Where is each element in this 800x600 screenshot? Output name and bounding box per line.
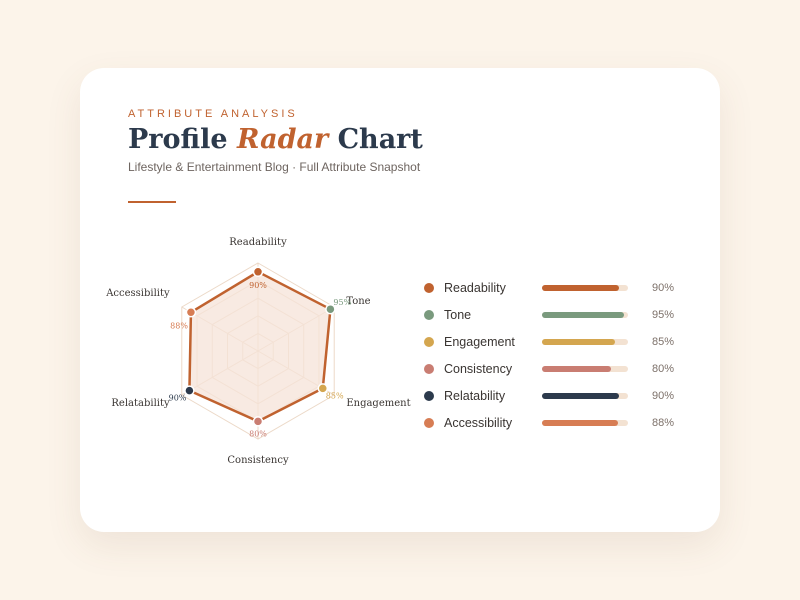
axis-label: Readability (229, 237, 287, 248)
legend-value: 95% (651, 308, 674, 321)
legend-dot-icon (424, 364, 434, 374)
legend-value: 85% (651, 335, 674, 348)
eyebrow-label: ATTRIBUTE ANALYSIS (128, 108, 298, 120)
axis-label: Consistency (227, 455, 289, 466)
data-point (254, 417, 263, 426)
legend-label: Tone (444, 307, 472, 322)
title-accent: Radar (237, 124, 329, 155)
legend-bar-track (542, 393, 628, 399)
legend-label: Consistency (444, 361, 513, 376)
legend-value: 90% (651, 281, 674, 294)
legend-bar-fill (542, 312, 624, 318)
value-label: 90% (168, 393, 187, 403)
legend-label: Readability (444, 280, 506, 295)
value-label: 88% (170, 321, 188, 331)
value-label: 80% (249, 429, 267, 439)
data-point (186, 308, 195, 317)
legend-dot-icon (424, 418, 434, 428)
card (80, 68, 720, 532)
legend-row (424, 382, 674, 409)
legend-bar-fill (542, 339, 615, 345)
legend (424, 274, 674, 436)
legend-bar-fill (542, 285, 619, 291)
legend-bar-track (542, 312, 628, 318)
legend-bar-track (542, 420, 628, 426)
radar-chart (106, 232, 411, 482)
legend-bar-track (542, 285, 628, 291)
legend-bar-fill (542, 366, 611, 372)
legend-row (424, 328, 674, 355)
legend-value: 80% (651, 362, 674, 375)
page-title (128, 124, 423, 155)
legend-label: Engagement (444, 334, 515, 349)
legend-value: 90% (651, 389, 674, 402)
legend-dot-icon (424, 337, 434, 347)
axis-label: Relatability (111, 398, 170, 409)
data-point (254, 267, 263, 276)
legend-bar-track (542, 339, 628, 345)
legend-value: 88% (651, 416, 674, 429)
legend-dot-icon (424, 283, 434, 293)
legend-bar-track (542, 366, 628, 372)
title-part-1: Profile (128, 124, 238, 155)
value-label: 85% (325, 391, 344, 401)
title-part-2: Chart (328, 124, 423, 155)
legend-row (424, 409, 674, 436)
legend-label: Relatability (444, 388, 506, 403)
value-label: 90% (249, 280, 267, 290)
legend-row (424, 301, 674, 328)
axis-label: Engagement (346, 398, 411, 409)
axis-label: Accessibility (106, 288, 170, 299)
legend-bar-fill (542, 393, 619, 399)
legend-row (424, 274, 674, 301)
subtitle: Lifestyle & Entertainment Blog · Full Attribute Snapshot (128, 160, 421, 174)
legend-label: Accessibility (444, 415, 513, 430)
accent-divider (128, 201, 176, 203)
radar-area (189, 272, 330, 422)
value-label: 95% (333, 298, 352, 308)
axis-label: Tone (346, 296, 371, 307)
legend-dot-icon (424, 310, 434, 320)
legend-dot-icon (424, 391, 434, 401)
legend-row (424, 355, 674, 382)
legend-bar-fill (542, 420, 618, 426)
